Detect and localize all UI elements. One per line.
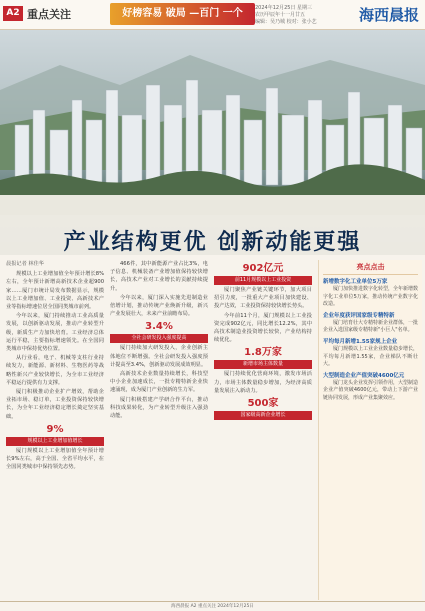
article-paragraph: 厦门积极搭建产学研合作平台，推动科技成果转化，为产业转型升级注入强劲动能。: [110, 396, 208, 420]
article-paragraph: 厦门积极推动企业扩产增效，帮助企业拓市场、稳订单，工业投资保持较快增长，为全年工业经济稳定增长奠定坚实基础。: [6, 389, 104, 420]
article-paragraph: 厦门规模以上工业增加值全年预计增长9%左右，高于全国、全省平均水平，在全国同类城市中保持领先态势。: [6, 447, 104, 471]
stat-label: 规模以上工业增加值增长: [6, 437, 104, 446]
stat-value: 1.8万家: [244, 347, 282, 359]
issue-date-block: [255, 5, 335, 26]
editor-line: 编辑：吴乃城 校对：张小艺: [255, 19, 317, 25]
reporter-byline: 晨报记者 林佳华: [6, 261, 44, 267]
stat-value: 3.4%: [145, 321, 173, 333]
issue-date-line: 2024年12月25日 星期三: [255, 5, 313, 11]
article-paragraph: 厦门持续优化营商环境，激发市场活力，市场主体数量稳步增加，为经济高质量发展注入新动力。: [214, 371, 312, 394]
stat-label: 前11月规模以上工业投资: [214, 276, 312, 285]
article-column-1: [6, 260, 104, 600]
article-paragraph: 今年以来，厦门持续推动工业高质量发展，以创新驱动发展，推动产业转型升级，新质生产力加快培育。工业经济总体运行平稳，主要指标增速领先。在全国同类城市中保持优势位置。: [6, 313, 104, 353]
stat-label: 国家级高新企业增长: [214, 411, 312, 420]
sidebar-item-text: 厦门规模以上工业企业数量稳步增长，平均每月新增1.55家，企业梯队不断壮大。: [323, 345, 419, 368]
sidebar-item-heading: 企业年度获评国家级专精特新: [323, 312, 395, 319]
article-paragraph: 466件，其中新能源产业占比3%，电子信息、机械装备产业增加值保持较快增长，高技术产业对工业增长的贡献持续提升。: [110, 261, 208, 292]
article-paragraph: 今年前11个月，厦门规模以上工业投资完成902亿元，同比增长12.2%，其中高技术制造业投资增长较快，产业结构持续优化。: [214, 312, 312, 344]
sidebar-item-text: 厦门龙头企业发挥引领作用，大型制造企业产值突破4600亿元，带动上下游产业链协同发展，形成产业集聚效应。: [323, 379, 419, 401]
sidebar-item-text: 厦门培育壮大专精特新企业群体，一批企业入选国家级专精特新"小巨人"名单。: [323, 319, 419, 334]
stat-label: 新增市场主体数量: [214, 360, 312, 369]
stat-value: 902亿元: [242, 263, 284, 274]
article-column-2: [110, 260, 208, 600]
article-paragraph: 高新技术企业数量持续增长，科技型中小企业加速成长，一批专精特新企业快速涌现，成为厦门产业创新的生力军。: [110, 371, 208, 394]
sidebar-item: [323, 312, 418, 335]
article-paragraph: 今年以来，厦门深入实施先进制造业倍增计划，推动传统产业焕新升级，新兴产业发展壮大，未来产业前瞻布局。: [110, 294, 208, 318]
stat-label: 全社会研发投入强度提高: [110, 334, 208, 343]
hero-photo: [0, 30, 425, 255]
article-paragraph: 厦门聚焦产业链关键环节，加大项目招引力度，一批重大产业项目加快建设、投产达效，工业投资保持较快增长势头。: [214, 287, 312, 310]
article-paragraph: 规模以上工业增加值全年预计增长8%左右，全年预计新增高新技术企业超900家……厦门市统计局发布数据显示，规模以上工业增加值、工业投资、高新技术产业等指标增速位居全国同类城市前列。: [6, 271, 104, 311]
newspaper-masthead: 海西晨报: [358, 6, 419, 24]
city-skyline-illustration: [0, 30, 425, 255]
stat-value: 9%: [46, 423, 64, 435]
sidebar-item: [323, 372, 418, 403]
highlights-sidebar: [318, 260, 422, 600]
sidebar-item-text: 厦门加快推进数字化转型，全年新增数字化工业单位5万家，推动传统产业数字化改造。: [323, 286, 419, 308]
sidebar-item: [323, 278, 418, 309]
section-title: 重点关注: [27, 8, 71, 21]
article-paragraph: 从行业看，电子、机械等支柱行业持续发力，新能源、新材料、生物医药等战略性新兴产业较快增长，为全市工业经济平稳运行提供有力支撑。: [6, 355, 104, 386]
stat-value: 500家: [247, 398, 279, 410]
page-footer: 海西晨报 A2 重点关注 2024年12月25日: [0, 601, 425, 611]
sidebar-item-heading: 新增数字化工业单位5万家: [323, 279, 388, 285]
sidebar-item-heading: 平均每月新增1.55家规上企业: [323, 338, 398, 345]
main-headline: 产业结构更优 创新动能更强: [63, 230, 362, 255]
slogan-banner: 好榜容易 破局 —百门 一个: [110, 3, 255, 25]
page-header: [0, 0, 425, 30]
article-column-3: [214, 260, 312, 600]
sidebar-title: 亮点点击: [323, 262, 418, 275]
sidebar-item: [323, 338, 418, 369]
article-paragraph: 厦门持续加大研发投入，企业创新主体地位不断增强。全社会研发投入强度预计提高至3.4%，创新驱动发展成效明显。: [110, 345, 208, 368]
lunar-date-line: 农历甲辰年十一月廿五: [255, 12, 306, 18]
page-number-badge: A2: [3, 6, 23, 21]
sidebar-item-heading: 大型制造企业产值突破4600亿元: [323, 372, 405, 379]
